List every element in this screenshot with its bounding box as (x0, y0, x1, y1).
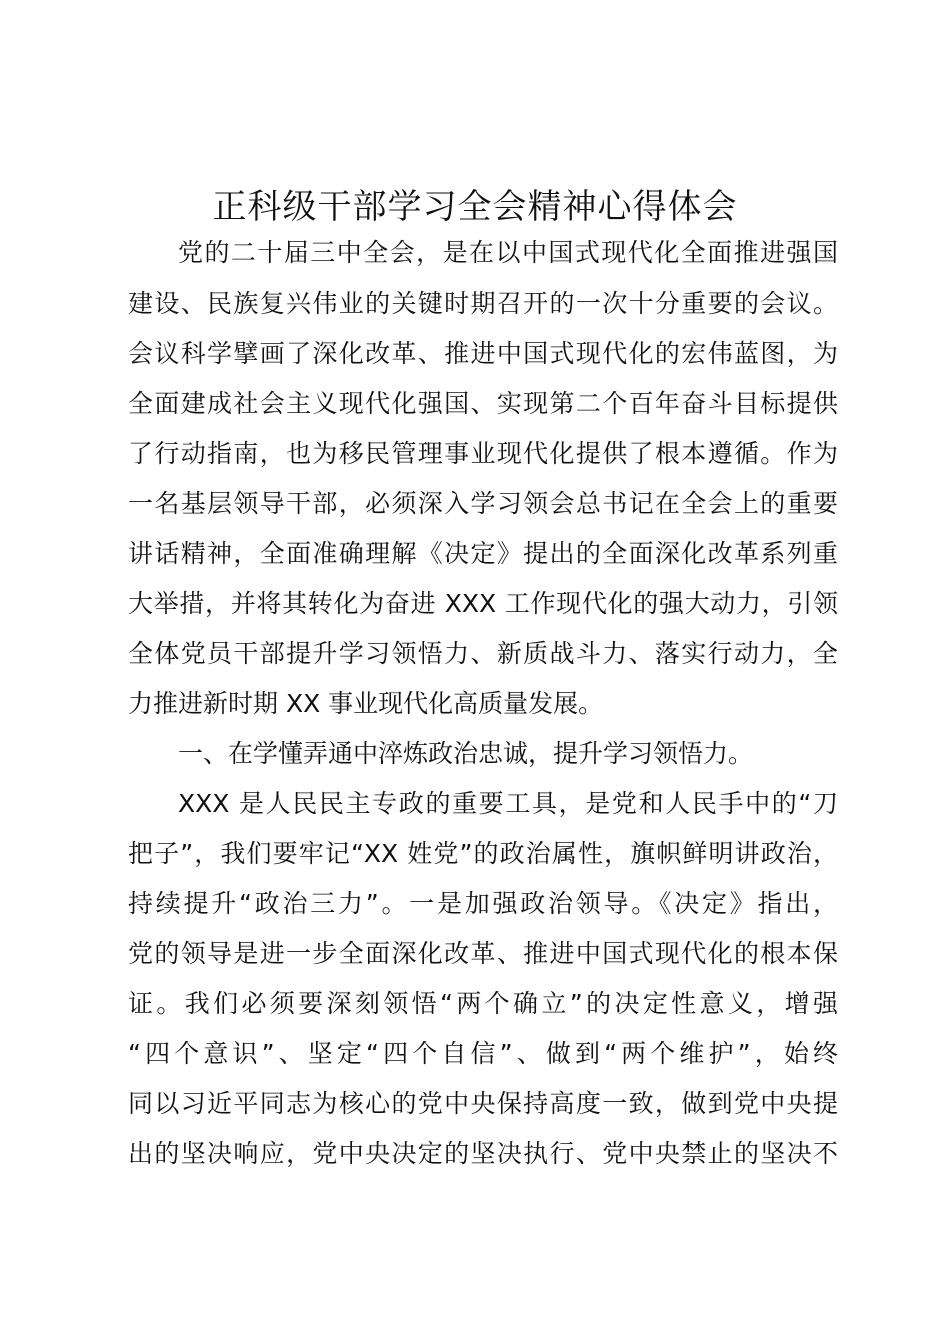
paragraph-line: 全面建成社会主义现代化强国、实现第二个百年奋斗目标提供 (128, 389, 838, 418)
paragraph-line: 力推进新时期 XX 事业现代化高质量发展。 (128, 689, 604, 718)
paragraph-line: 大举措，并将其转化为奋进 XXX 工作现代化的强大动力，引领 (128, 589, 838, 618)
paragraph-line: 一名基层领导干部，必须深入学习领会总书记在全会上的重要 (128, 489, 838, 518)
paragraph-line: 同以习近平同志为核心的党中央保持高度一致，做到党中央提 (128, 1089, 838, 1118)
paragraph-line: 把子”，我们要牢记“XX 姓党”的政治属性，旗帜鲜明讲政治， (128, 839, 838, 868)
paragraph-line: 党的领导是进一步全面深化改革、推进中国式现代化的根本保 (128, 939, 838, 968)
paragraph-line: 出的坚决响应，党中央决定的坚决执行、党中央禁止的坚决不 (128, 1139, 838, 1168)
section-heading: 一、在学懂弄通中淬炼政治忠诚，提升学习领悟力。 (178, 739, 754, 768)
paragraph-line: 党的二十届三中全会，是在以中国式现代化全面推进强国 (178, 238, 838, 267)
paragraph-line: 建设、民族复兴伟业的关键时期召开的一次十分重要的会议。 (128, 289, 838, 318)
paragraph-line: “四个意识”、坚定“四个自信”、做到“两个维护”，始终 (128, 1039, 838, 1068)
paragraph-line: 全体党员干部提升学习领悟力、新质战斗力、落实行动力，全 (128, 639, 838, 668)
paragraph-line: 会议科学擘画了深化改革、推进中国式现代化的宏伟蓝图，为 (128, 339, 838, 368)
paragraph-line: 了行动指南，也为移民管理事业现代化提供了根本遵循。作为 (128, 439, 838, 468)
paragraph-line: 证。我们必须要深刻领悟“两个确立”的决定性意义，增强 (128, 989, 838, 1018)
paragraph-line: 持续提升“政治三力”。一是加强政治领导。《决定》指出， (128, 889, 838, 918)
paragraph-line: 讲话精神，全面准确理解《决定》提出的全面深化改革系列重 (128, 539, 838, 568)
paragraph-line: XXX 是人民民主专政的重要工具，是党和人民手中的“刀 (178, 789, 838, 818)
document-title: 正科级干部学习全会精神心得体会 (212, 187, 738, 227)
